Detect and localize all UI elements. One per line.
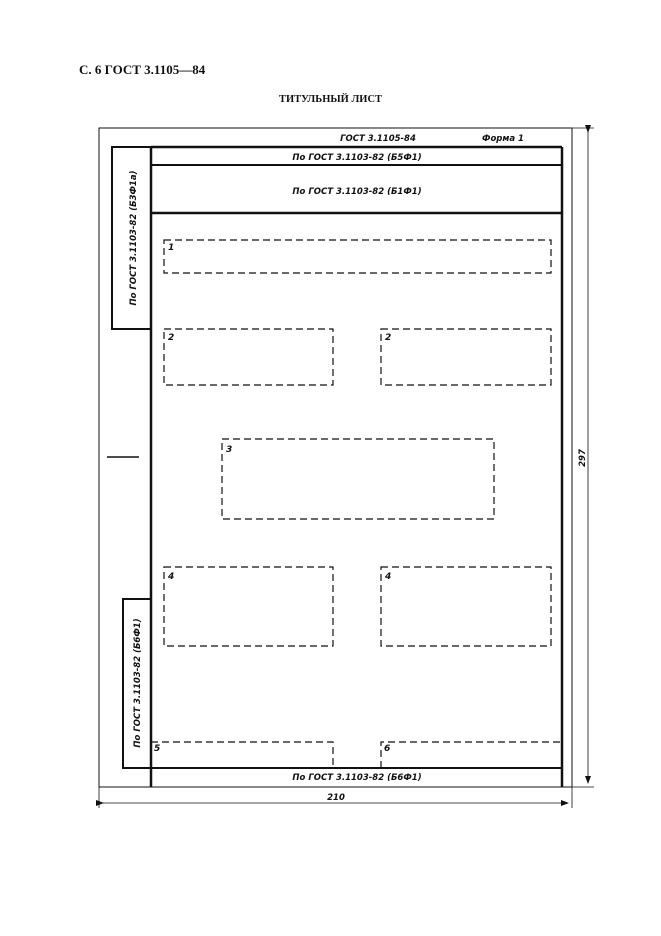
zone-1-box — [164, 240, 551, 273]
sheet-border — [99, 128, 572, 787]
dim-width-value: 210 — [327, 793, 345, 803]
top-row-1-label: По ГОСТ 3.1103-82 (Б5Ф1) — [292, 153, 422, 163]
zone-4-right-box — [381, 567, 551, 646]
zone-4-right-number: 4 — [385, 572, 392, 582]
page-title: ТИТУЛЬНЫЙ ЛИСТ — [278, 94, 383, 105]
form-label: Форма 1 — [482, 134, 524, 144]
zone-1-number: 1 — [168, 243, 175, 253]
zone-6-number: 6 — [384, 744, 391, 754]
zone-5-number: 5 — [154, 744, 161, 754]
page-header: С. 6 ГОСТ 3.1105—84 — [79, 62, 206, 77]
side-upper-label: По ГОСТ 3.1103-82 (Б3Ф1а) — [129, 170, 139, 306]
zone-4-left-box — [164, 567, 333, 646]
gost-reference: ГОСТ 3.1105-84 — [340, 134, 416, 144]
bottom-row-label: По ГОСТ 3.1103-82 (Б6Ф1) — [292, 773, 422, 783]
zone-4-left-number: 4 — [168, 572, 175, 582]
zone-3-number: 3 — [226, 445, 233, 455]
zone-3-box — [222, 439, 494, 519]
zone-2-right-number: 2 — [385, 333, 392, 343]
zone-5-box — [151, 742, 333, 768]
side-lower-label: По ГОСТ 3.1103-82 (Б6Ф1) — [133, 618, 143, 748]
dim-height-value: 297 — [578, 449, 588, 467]
zone-2-left-number: 2 — [168, 333, 175, 343]
zone-2-left-box — [164, 329, 333, 385]
zone-2-right-box — [381, 329, 551, 385]
top-row-2-label: По ГОСТ 3.1103-82 (Б1Ф1) — [292, 187, 422, 197]
zone-6-box — [381, 742, 562, 768]
